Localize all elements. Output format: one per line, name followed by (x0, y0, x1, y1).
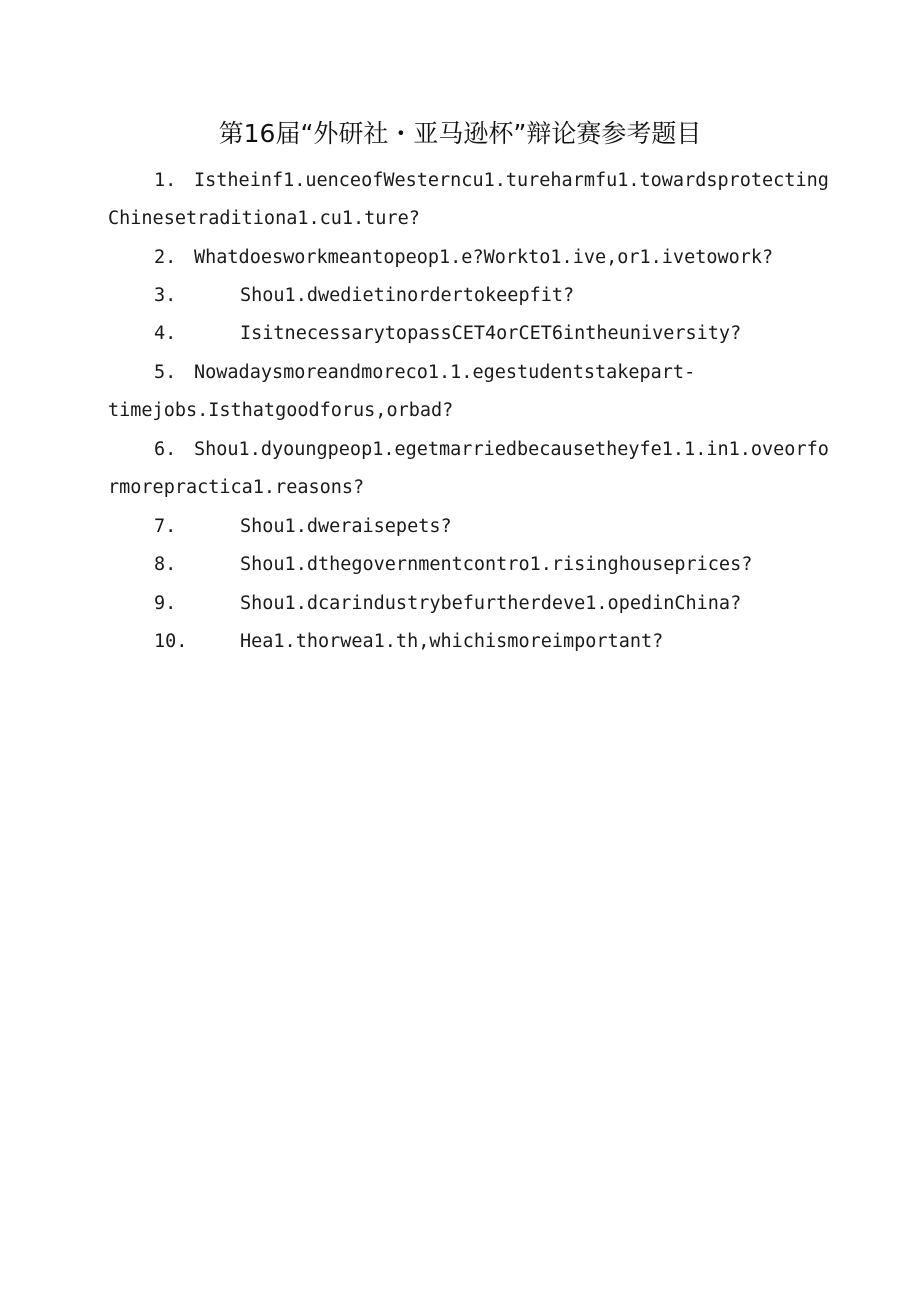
question-text: Shou1.dweraisepets? (240, 516, 452, 537)
question-text-continued: Chinesetraditiona1.cu1.ture? (108, 208, 420, 229)
question-item-6 (108, 431, 828, 507)
question-text: Shou1.dwedietinordertokeepfit? (240, 285, 575, 306)
question-item-5 (108, 354, 828, 430)
question-text: IsitnecessarytopassCET4orCET6intheuniversity? (240, 323, 742, 344)
question-text: Shou1.dyoungpeop1.egetmarriedbecausetheyfe1.1.in1.oveorfo (194, 439, 829, 460)
question-item-2 (108, 239, 828, 277)
question-text-continued: rmorepractica1.reasons? (108, 477, 365, 498)
question-number: 6. (154, 439, 177, 460)
question-item-7 (108, 508, 828, 546)
question-number: 7. (154, 516, 177, 537)
question-item-3 (108, 277, 828, 315)
question-text: Nowadaysmoreandmoreco1.1.egestudentstakepart- (194, 362, 696, 383)
question-number: 8. (154, 554, 177, 575)
question-number: 2. (154, 247, 177, 268)
question-number: 5. (154, 362, 177, 383)
question-item-1 (108, 162, 828, 238)
question-item-4 (108, 315, 828, 353)
question-text: Istheinf1.uenceofWesterncu1.tureharmfu1.towardsprotecting (194, 170, 829, 191)
question-number: 10. (154, 631, 188, 652)
question-text: Shou1.dthegovernmentcontro1.risinghouseprices? (240, 554, 753, 575)
question-text: Whatdoesworkmeantopeop1.e?Workto1.ive,or1.ivetowork? (194, 247, 774, 268)
question-item-9 (108, 585, 828, 623)
question-text: Shou1.dcarindustrybefurtherdeve1.opedinChina? (240, 593, 742, 614)
question-item-10 (108, 623, 828, 661)
page-title: 第16届“外研社・亚马逊杯”辩论赛参考题目 (218, 119, 702, 148)
question-item-8 (108, 546, 828, 584)
question-number: 9. (154, 593, 177, 614)
question-number: 1. (154, 170, 177, 191)
question-number: 3. (154, 285, 177, 306)
question-text-continued: timejobs.Isthatgoodforus,orbad? (108, 400, 454, 421)
question-text: Hea1.thorwea1.th,whichismoreimportant? (240, 631, 664, 652)
question-number: 4. (154, 323, 177, 344)
